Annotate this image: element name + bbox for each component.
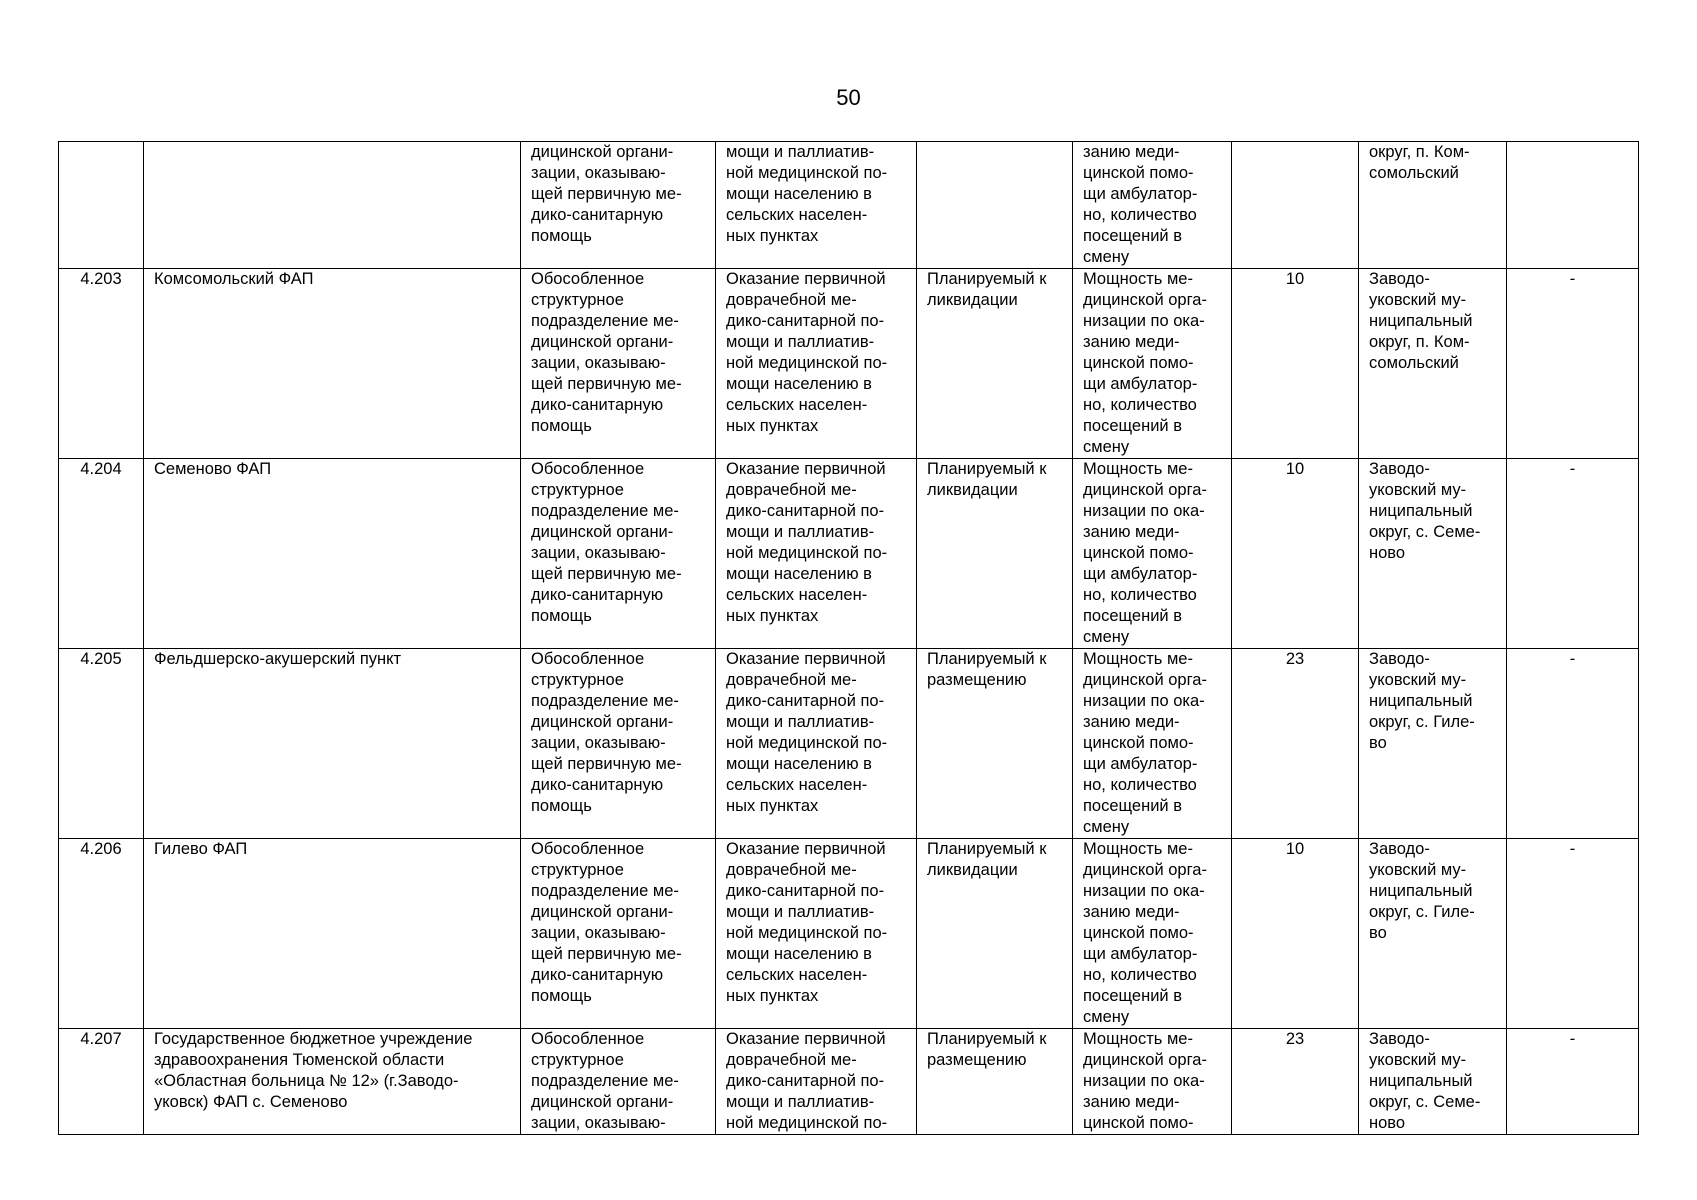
cell-purpose: Оказание первичной доврачебной ме- дико-санитарной по- мощи и паллиатив- ной медицинской по- мощи населению в сельских населен- ных пунктах xyxy=(716,269,917,459)
cell-status: Планируемый к размещению xyxy=(917,649,1073,839)
cell-purpose: Оказание первичной доврачебной ме- дико-санитарной по- мощи и паллиатив- ной медицинской по- xyxy=(716,1029,917,1135)
cell-status: Планируемый к ликвидации xyxy=(917,269,1073,459)
cell-number: 4.207 xyxy=(59,1029,144,1135)
cell-zone xyxy=(1507,142,1639,269)
table-row xyxy=(59,142,1639,269)
cell-type: дицинской органи- зации, оказываю- щей первичную ме- дико-санитарную помощь xyxy=(521,142,716,269)
table-row xyxy=(59,1029,1639,1135)
cell-characteristic: Мощность ме- дицинской орга- низации по ока- занию меди- цинской помо- щи амбулатор- но, количество посещений в смену xyxy=(1073,459,1232,649)
cell-zone: - xyxy=(1507,839,1639,1029)
cell-location: Заводо- уковский му- ниципальный округ, с. Семе- ново xyxy=(1359,459,1507,649)
table-row xyxy=(59,269,1639,459)
cell-type: Обособленное структурное подразделение ме- дицинской органи- зации, оказываю- щей первичную ме- дико-санитарную помощь xyxy=(521,459,716,649)
table-row xyxy=(59,839,1639,1029)
cell-name: Комсомольский ФАП xyxy=(144,269,521,459)
cell-status: Планируемый к ликвидации xyxy=(917,459,1073,649)
cell-name xyxy=(144,142,521,269)
cell-location: Заводо- уковский му- ниципальный округ, п. Ком- сомольский xyxy=(1359,269,1507,459)
cell-characteristic: Мощность ме- дицинской орга- низации по ока- занию меди- цинской помо- щи амбулатор- но, количество посещений в смену xyxy=(1073,649,1232,839)
cell-number xyxy=(59,142,144,269)
cell-type: Обособленное структурное подразделение ме- дицинской органи- зации, оказываю- щей первичную ме- дико-санитарную помощь xyxy=(521,839,716,1029)
cell-status: Планируемый к ликвидации xyxy=(917,839,1073,1029)
cell-capacity: 23 xyxy=(1232,649,1359,839)
cell-capacity: 23 xyxy=(1232,1029,1359,1135)
cell-name: Семеново ФАП xyxy=(144,459,521,649)
cell-purpose: Оказание первичной доврачебной ме- дико-санитарной по- мощи и паллиатив- ной медицинской по- мощи населению в сельских населен- ных пунктах xyxy=(716,459,917,649)
cell-capacity: 10 xyxy=(1232,839,1359,1029)
cell-zone: - xyxy=(1507,269,1639,459)
cell-purpose: Оказание первичной доврачебной ме- дико-санитарной по- мощи и паллиатив- ной медицинской по- мощи населению в сельских населен- ных пунктах xyxy=(716,839,917,1029)
cell-capacity xyxy=(1232,142,1359,269)
cell-purpose: Оказание первичной доврачебной ме- дико-санитарной по- мощи и паллиатив- ной медицинской по- мощи населению в сельских населен- ных пунктах xyxy=(716,649,917,839)
cell-type: Обособленное структурное подразделение ме- дицинской органи- зации, оказываю- щей первичную ме- дико-санитарную помощь xyxy=(521,269,716,459)
cell-type: Обособленное структурное подразделение ме- дицинской органи- зации, оказываю- xyxy=(521,1029,716,1135)
cell-zone: - xyxy=(1507,649,1639,839)
cell-number: 4.204 xyxy=(59,459,144,649)
objects-table xyxy=(58,141,1639,1135)
cell-type: Обособленное структурное подразделение ме- дицинской органи- зации, оказываю- щей первичную ме- дико-санитарную помощь xyxy=(521,649,716,839)
cell-number: 4.205 xyxy=(59,649,144,839)
cell-zone: - xyxy=(1507,1029,1639,1135)
cell-location: Заводо- уковский му- ниципальный округ, с. Семе- ново xyxy=(1359,1029,1507,1135)
cell-status xyxy=(917,142,1073,269)
table-row xyxy=(59,459,1639,649)
cell-number: 4.206 xyxy=(59,839,144,1029)
cell-name: Фельдшерско-акушерский пункт xyxy=(144,649,521,839)
cell-characteristic: Мощность ме- дицинской орга- низации по ока- занию меди- цинской помо- xyxy=(1073,1029,1232,1135)
cell-characteristic: занию меди- цинской помо- щи амбулатор- но, количество посещений в смену xyxy=(1073,142,1232,269)
cell-characteristic: Мощность ме- дицинской орга- низации по ока- занию меди- цинской помо- щи амбулатор- но, количество посещений в смену xyxy=(1073,839,1232,1029)
cell-purpose: мощи и паллиатив- ной медицинской по- мощи населению в сельских населен- ных пунктах xyxy=(716,142,917,269)
cell-name: Государственное бюджетное учреждение здравоохранения Тюменской области «Областная больница № 12» (г.Заводо- уковск) ФАП с. Семеново xyxy=(144,1029,521,1135)
cell-characteristic: Мощность ме- дицинской орга- низации по ока- занию меди- цинской помо- щи амбулатор- но, количество посещений в смену xyxy=(1073,269,1232,459)
cell-location: Заводо- уковский му- ниципальный округ, с. Гиле- во xyxy=(1359,649,1507,839)
cell-number: 4.203 xyxy=(59,269,144,459)
cell-name: Гилево ФАП xyxy=(144,839,521,1029)
cell-status: Планируемый к размещению xyxy=(917,1029,1073,1135)
cell-location: округ, п. Ком- сомольский xyxy=(1359,142,1507,269)
cell-zone: - xyxy=(1507,459,1639,649)
cell-capacity: 10 xyxy=(1232,459,1359,649)
cell-capacity: 10 xyxy=(1232,269,1359,459)
page-number: 50 xyxy=(836,85,861,110)
cell-location: Заводо- уковский му- ниципальный округ, с. Гиле- во xyxy=(1359,839,1507,1029)
table-row xyxy=(59,649,1639,839)
